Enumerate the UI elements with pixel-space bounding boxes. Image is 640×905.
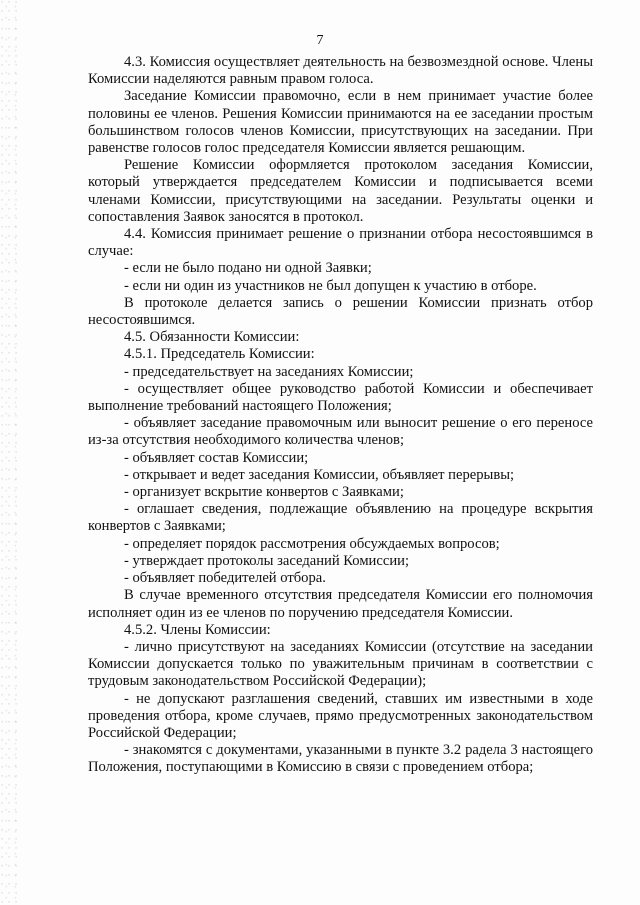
list-item: - объявляет победителей отбора. (124, 570, 326, 587)
subsection-heading: 4.5.2. Члены Комиссии: (124, 621, 271, 638)
paragraph: 4.4. Комиссия принимает решение о признании отбора несостоявшимся в случае: (88, 226, 593, 260)
list-item: - лично присутствуют на заседаниях Комиссии (отсутствие на заседании Комиссии допускается только по уважительным причинам в соответствии с трудовым законодательством Российской Федерации); (88, 638, 593, 690)
subsection-heading: 4.5.1. Председатель Комиссии: (124, 346, 315, 363)
list-item: - если не было подано ни одной Заявки; (124, 260, 372, 277)
list-item: - открывает и ведет заседания Комиссии, объявляет перерывы; (124, 466, 515, 483)
list-item: - определяет порядок рассмотрения обсуждаемых вопросов; (124, 535, 500, 552)
paragraph: В случае временного отсутствия председателя Комиссии его полномочия исполняет один из ее членов по поручению председателя Комиссии. (88, 587, 593, 621)
paragraph: Решение Комиссии оформляется протоколом заседания Комиссии, который утверждается председателем Комиссии и подписывается всеми членами Комиссии, присутствующими на заседании. Результаты оценки и сопоставления Заявок заносятся в протокол. (88, 157, 593, 225)
list-item: - оглашает сведения, подлежащие объявлению на процедуре вскрытия конвертов с Заявками; (88, 501, 593, 535)
list-item: - объявляет заседание правомочным или выносит решение о его переносе из-за отсутствия необходимого количества членов; (88, 415, 593, 449)
section-heading: 4.5. Обязанности Комиссии: (124, 329, 300, 346)
document-body (88, 54, 593, 777)
list-item: - осуществляет общее руководство работой Комиссии и обеспечивает выполнение требований настоящего Положения; (88, 380, 593, 415)
page-number: 7 (316, 33, 324, 48)
list-item: - если ни один из участников не был допущен к участию в отборе. (124, 277, 537, 294)
scan-edge-noise (0, 0, 22, 905)
paragraph: Заседание Комиссии правомочно, если в нем принимает участие более половины ее членов. Решения Комиссии принимаются на ее заседании простым большинством голосов членов Комиссии, присутствующих на заседании. При равенстве голосов голос председателя Комиссии является решающим. (88, 88, 593, 157)
list-item: - объявляет состав Комиссии; (124, 449, 309, 466)
list-item: - организует вскрытие конвертов с Заявками; (124, 484, 404, 501)
list-item: - знакомятся с документами, указанными в пункте 3.2 радела 3 настоящего Положения, поступающими в Комиссию в связи с проведением отбора; (88, 742, 593, 776)
list-item: - не допускают разглашения сведений, ставших им известными в ходе проведения отбора, кроме случаев, прямо предусмотренных законодательством Российской Федерации; (88, 690, 593, 741)
paragraph: В протоколе делается запись о решении Комиссии признать отбор несостоявшимся. (88, 294, 593, 329)
paragraph: 4.3. Комиссия осуществляет деятельность на безвозмездной основе. Члены Комиссии наделяются равным правом голоса. (88, 54, 593, 88)
list-item: - председательствует на заседаниях Комиссии; (124, 363, 414, 380)
list-item: - утверждает протоколы заседаний Комиссии; (124, 552, 409, 569)
